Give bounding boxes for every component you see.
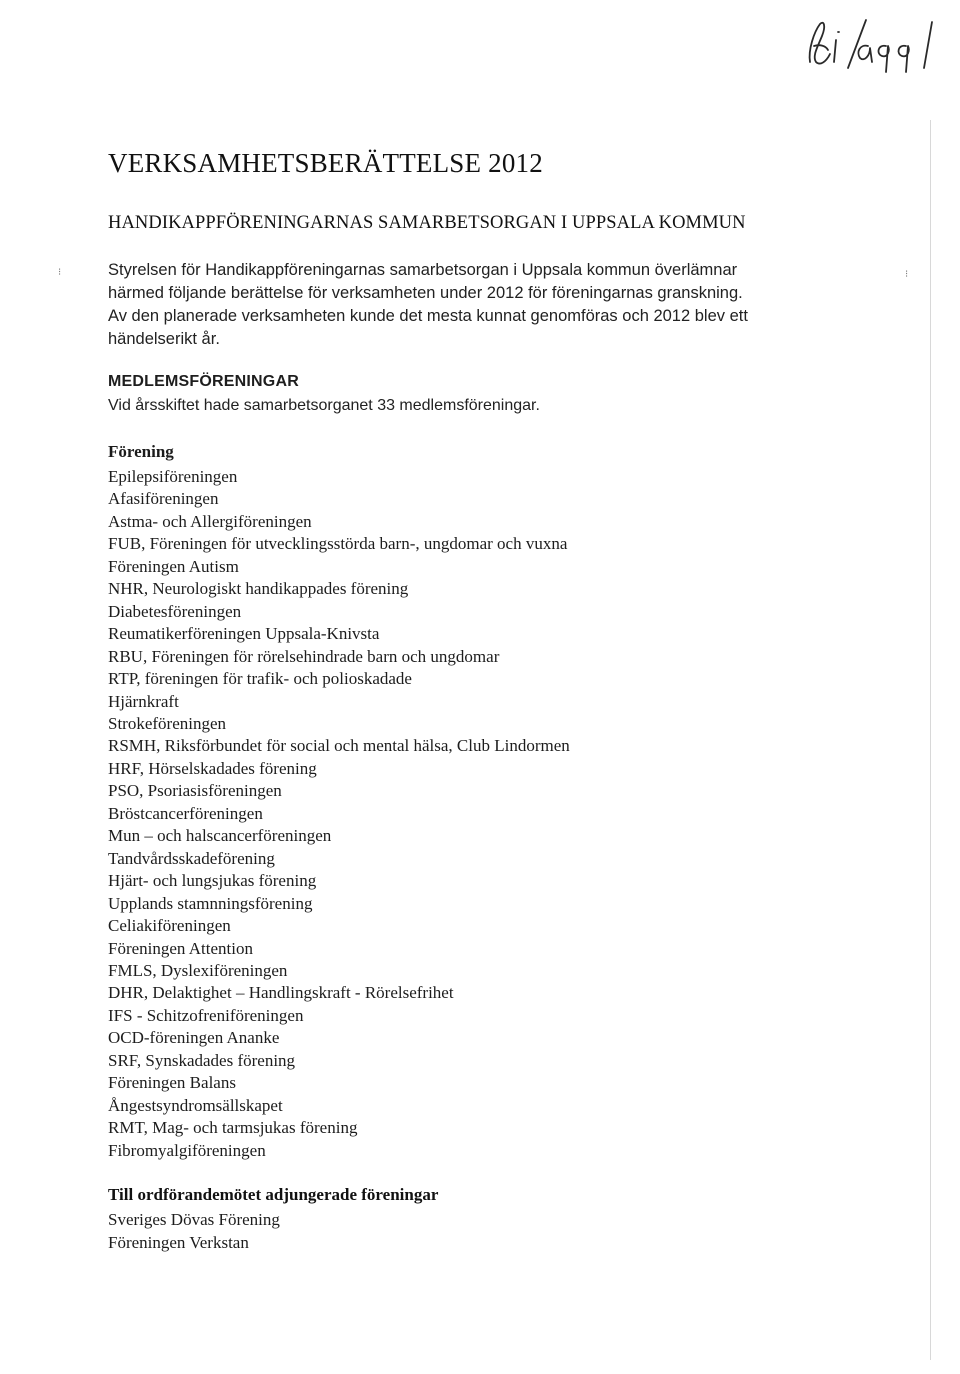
list-item: Ångestsyndromsällskapet [108, 1095, 283, 1115]
list-item: Reumatikerföreningen Uppsala-Knivsta [108, 624, 380, 644]
members-heading: MEDLEMSFÖRENINGAR [108, 373, 299, 390]
scan-edge-line [930, 120, 931, 1360]
list-item: Mun – och halscancerföreningen [108, 826, 332, 846]
adjunct-list-heading: Till ordförandemötet adjungerade föreningar [108, 1185, 439, 1204]
members-note: Vid årsskiftet hade samarbetsorganet 33 medlemsföreningar. [108, 397, 540, 414]
list-item: Bröstcancerföreningen [108, 803, 263, 823]
list-item: Strokeföreningen [108, 713, 227, 733]
intro-line: härmed följande berättelse för verksamheten under 2012 för föreningarnas granskning. [108, 284, 743, 302]
list-item: OCD-föreningen Ananke [108, 1028, 280, 1048]
list-item: Sveriges Dövas Förening [108, 1210, 280, 1229]
list-item: Astma- och Allergiföreningen [108, 511, 312, 531]
association-list-heading: Förening [108, 442, 174, 461]
document-subtitle: HANDIKAPPFÖRENINGARNAS SAMARBETSORGAN I UPPSALA KOMMUN [108, 213, 746, 233]
intro-line: Styrelsen för Handikappföreningarnas samarbetsorgan i Uppsala kommun överlämnar [108, 261, 738, 279]
list-item: Celiakiföreningen [108, 916, 231, 936]
list-item: Hjärt- och lungsjukas förening [108, 871, 317, 891]
list-item: Epilepsiföreningen [108, 467, 238, 486]
list-item: Föreningen Autism [108, 556, 239, 576]
list-item: Afasiföreningen [108, 489, 219, 509]
list-item: RSMH, Riksförbundet för social och mental hälsa, Club Lindormen [108, 736, 570, 756]
intro-line: Av den planerade verksamheten kunde det mesta kunnat genomföras och 2012 blev ett [108, 307, 748, 325]
list-item: DHR, Delaktighet – Handlingskraft - Rörelsefrihet [108, 983, 454, 1003]
adjunct-list [108, 1208, 280, 1254]
scan-mark: ⁝ [905, 269, 909, 280]
list-item: FUB, Föreningen för utvecklingsstörda barn-, ungdomar och vuxna [108, 534, 568, 554]
list-item: Fibromyalgiföreningen [108, 1140, 266, 1160]
association-list [108, 466, 570, 1162]
list-item: PSO, Psoriasisföreningen [108, 781, 282, 801]
list-item: HRF, Hörselskadades förening [108, 758, 317, 778]
list-item: Föreningen Balans [108, 1073, 236, 1093]
list-item: Hjärnkraft [108, 691, 179, 711]
list-item: RMT, Mag- och tarmsjukas förening [108, 1118, 358, 1138]
document-title: VERKSAMHETSBERÄTTELSE 2012 [108, 148, 543, 178]
list-item: IFS - Schitzofreniföreningen [108, 1005, 304, 1025]
scan-mark: ⁝ [58, 267, 62, 278]
list-item: Tandvårdsskadeförening [108, 848, 275, 868]
list-item: Diabetesföreningen [108, 601, 242, 621]
intro-paragraph [108, 259, 868, 351]
list-item: RBU, Föreningen för rörelsehindrade barn och ungdomar [108, 646, 500, 666]
intro-line: händelserikt år. [108, 330, 220, 348]
list-item: FMLS, Dyslexiföreningen [108, 960, 288, 980]
handwritten-annotation [790, 10, 950, 80]
list-item: NHR, Neurologiskt handikappades förening [108, 579, 409, 599]
list-item: Föreningen Attention [108, 938, 253, 958]
list-item: Föreningen Verkstan [108, 1233, 249, 1252]
list-item: Upplands stamnningsförening [108, 893, 313, 913]
list-item: SRF, Synskadades förening [108, 1050, 296, 1070]
list-item: RTP, föreningen för trafik- och polioskadade [108, 669, 412, 689]
